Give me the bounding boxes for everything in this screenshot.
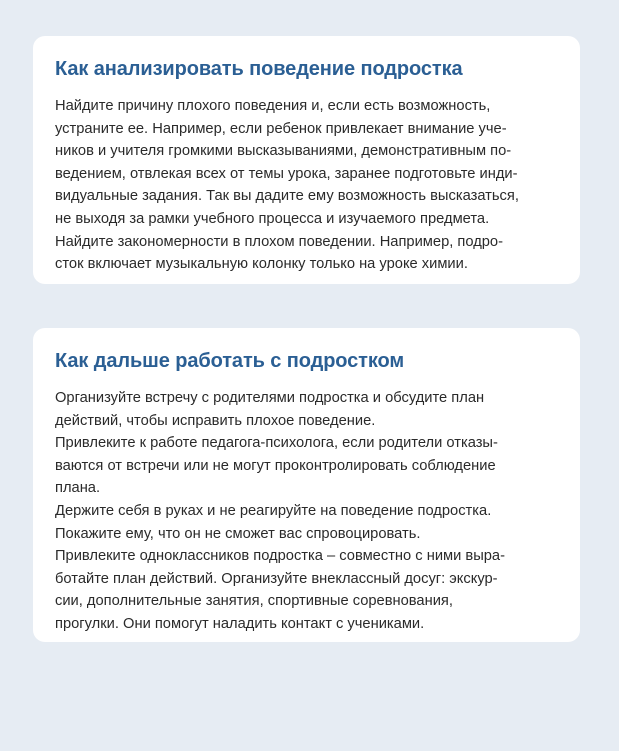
text-line: Привлеките одноклассников подростка – совместно с ними выра- (55, 548, 505, 565)
text-line: ботайте план действий. Организуйте внеклассный досуг: экскур- (55, 570, 498, 587)
text-line: устраните ее. Например, если ребенок привлекает внимание уче- (55, 120, 507, 137)
text-line: ваются от встречи или не могут проконтролировать соблюдение (55, 457, 496, 474)
text-line: видуальные задания. Так вы дадите ему возможность высказаться, (55, 188, 519, 205)
section-title: Как дальше работать с подростком (55, 350, 405, 372)
text-line: сии, дополнительные занятия, спортивные соревнования, (55, 593, 453, 610)
section-body (55, 387, 558, 636)
section-title: Как анализировать поведение подростка (55, 58, 463, 80)
text-line: ников и учителя громкими высказываниями, демонстративным по- (55, 143, 512, 160)
text-line: Найдите причину плохого поведения и, если есть возможность, (55, 98, 491, 114)
section-card-further-work (33, 328, 580, 642)
section-card-analysis (33, 36, 580, 284)
text-line: прогулки. Они помогут наладить контакт с учениками. (55, 615, 425, 632)
text-line: Привлеките к работе педагога-психолога, если родители отказы- (55, 435, 498, 452)
section-body (55, 95, 558, 276)
text-line: ведением, отвлекая всех от темы урока, заранее подготовьте инди- (55, 165, 518, 182)
text-line: Найдите закономерности в плохом поведении. Например, подро- (55, 233, 503, 250)
text-line: Держите себя в руках и не реагируйте на поведение подростка. (55, 502, 492, 519)
text-line: сток включает музыкальную колонку только на уроке химии. (55, 256, 468, 273)
text-line: действий, чтобы исправить плохое поведение. (55, 412, 376, 429)
text-line: Организуйте встречу с родителями подростка и обсудите план (55, 390, 485, 406)
text-line: не выходя за рамки учебного процесса и изучаемого предмета. (55, 210, 490, 227)
text-line: плана. (55, 480, 101, 497)
text-line: Покажите ему, что он не сможет вас спровоцировать. (55, 525, 421, 542)
